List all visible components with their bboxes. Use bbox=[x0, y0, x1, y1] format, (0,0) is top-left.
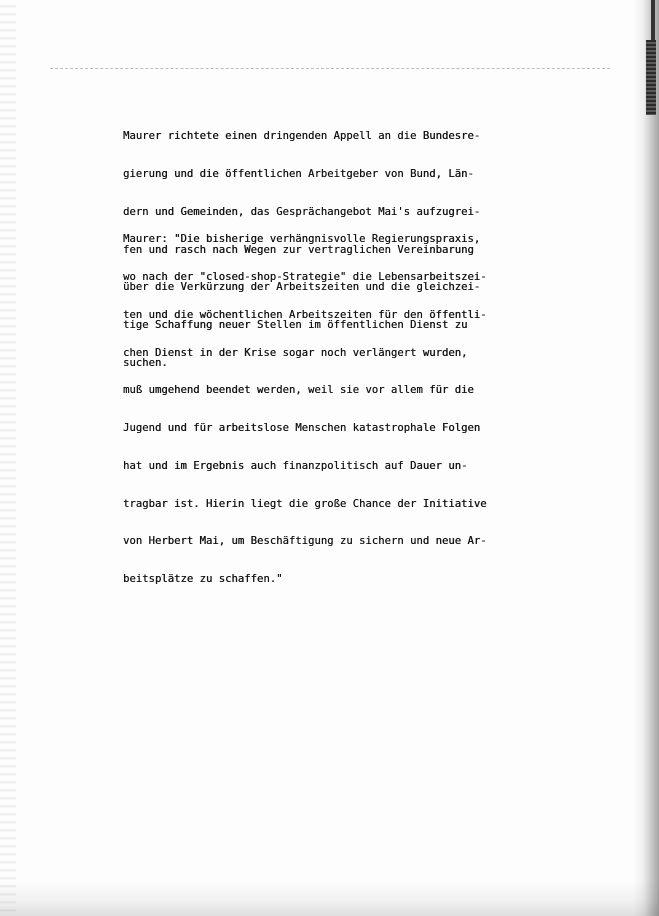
text-line: wo nach der "closed-shop-Strategie" die Lebensarbeitszei- bbox=[123, 270, 487, 283]
text-line: hat und im Ergebnis auch finanzpolitisch auf Dauer un- bbox=[123, 459, 468, 472]
text-line: gierung und die öffentlichen Arbeitgeber von Bund, Län- bbox=[123, 167, 474, 180]
scan-left-edge-noise bbox=[0, 0, 16, 916]
text-line: dern und Gemeinden, das Gesprächangebot Mai's aufzugrei- bbox=[123, 205, 481, 218]
text-line: tragbar ist. Hierin liegt die große Chance der Initiative bbox=[123, 497, 487, 510]
scan-right-mark bbox=[651, 0, 655, 40]
text-line: chen Dienst in der Krise sogar noch verlängert wurden, bbox=[123, 346, 468, 359]
text-line: muß umgehend beendet werden, weil sie vor allem für die bbox=[123, 384, 474, 397]
text-line: von Herbert Mai, um Beschäftigung zu sichern und neue Ar- bbox=[123, 535, 487, 548]
text-line: über die Verkürzung der Arbeitszeiten und die gleichzei- bbox=[123, 281, 481, 294]
text-line: suchen. bbox=[123, 356, 168, 369]
text-line: ten und die wöchentlichen Arbeitszeiten für den öffentli- bbox=[123, 308, 487, 321]
text-line: Maurer richtete einen dringenden Appell an die Bundesre- bbox=[123, 130, 481, 143]
text-line: fen und rasch nach Wegen zur vertraglichen Vereinbarung bbox=[123, 243, 474, 256]
text-line: beitsplätze zu schaffen." bbox=[123, 573, 283, 586]
scan-bottom-shadow bbox=[0, 880, 659, 916]
scan-top-line bbox=[50, 68, 610, 69]
scan-right-edge-shadow bbox=[633, 0, 659, 916]
paragraph-quote bbox=[123, 205, 523, 611]
scan-binding-strip bbox=[646, 40, 656, 115]
text-line: Maurer: "Die bisherige verhängnisvolle Regierungspraxis, bbox=[123, 233, 481, 246]
text-line: tige Schaffung neuer Stellen im öffentlichen Dienst zu bbox=[123, 319, 468, 332]
text-line: Jugend und für arbeitslose Menschen katastrophale Folgen bbox=[123, 422, 481, 435]
